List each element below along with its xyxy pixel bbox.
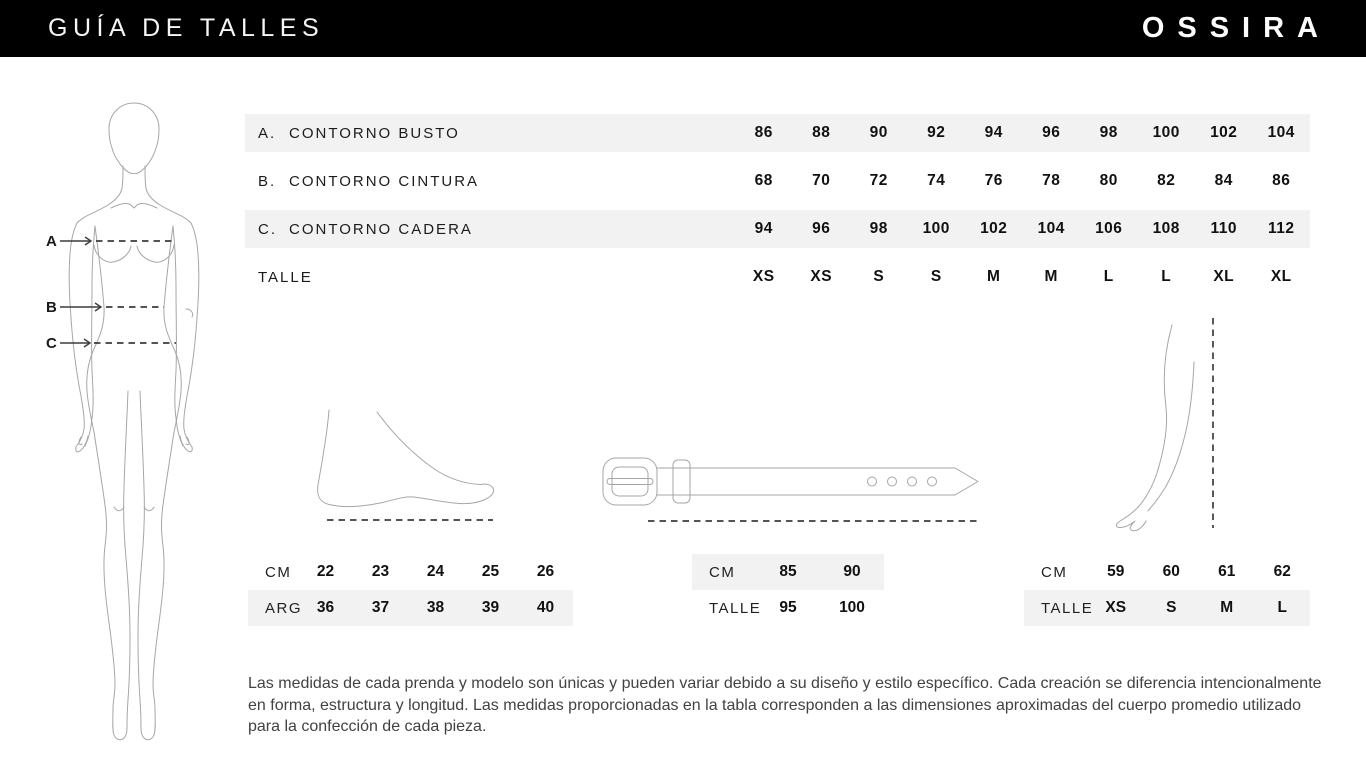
cell: 112 — [1267, 220, 1295, 237]
cell: 39 — [481, 599, 500, 616]
cell: S — [1166, 599, 1177, 616]
cell: 82 — [1157, 172, 1176, 189]
cell: XL — [1270, 268, 1292, 285]
table-row — [1024, 590, 1310, 626]
cell: 100 — [922, 220, 950, 237]
cell: 102 — [1210, 124, 1238, 141]
arm-diagram — [1090, 315, 1230, 535]
cell: 61 — [1218, 563, 1236, 580]
cell: 88 — [812, 124, 831, 141]
cell: 100 — [839, 599, 865, 616]
cell: 38 — [426, 599, 445, 616]
cell: 90 — [869, 124, 888, 141]
cell: 40 — [536, 599, 555, 616]
disclaimer-text: Las medidas de cada prenda y modelo son únicas y pueden variar debido a su diseño y estilo específico. Cada creación se diferencia intencionalmente en forma, estructura y longitud. Las medidas proporcionadas en la tabla corresponden a las dimensiones aproximadas del cuerpo promedio utilizado para la confección de cada pieza. — [248, 675, 1322, 735]
belt-diagram — [595, 450, 990, 530]
cell: 84 — [1214, 172, 1233, 189]
cell: XS — [752, 268, 775, 285]
cell: 106 — [1095, 220, 1123, 237]
cell: 86 — [1272, 172, 1291, 189]
cell: 59 — [1107, 563, 1125, 580]
cell: 74 — [927, 172, 946, 189]
table-row — [248, 554, 573, 590]
brand-logo[interactable]: OSSIRA — [1141, 12, 1331, 44]
cell: XL — [1213, 268, 1235, 285]
cell: 95 — [779, 599, 797, 616]
cell: 110 — [1210, 220, 1237, 237]
cell: 104 — [1037, 220, 1065, 237]
table-row — [248, 590, 573, 626]
table-row — [692, 554, 884, 590]
cell: L — [1103, 268, 1114, 285]
cell: 36 — [316, 599, 335, 616]
cell: 68 — [754, 172, 773, 189]
row-label: TALLE — [258, 268, 313, 286]
cell: 104 — [1267, 124, 1295, 141]
row-label: ARG — [265, 599, 303, 617]
table-row — [692, 590, 884, 626]
row-label: A. CONTORNO BUSTO — [258, 124, 460, 142]
page-title: GUÍA DE TALLES — [48, 14, 325, 42]
cell: 80 — [1099, 172, 1118, 189]
cell: 98 — [1099, 124, 1118, 141]
table-row-bust — [245, 114, 1310, 152]
cell: 92 — [927, 124, 946, 141]
cell: 90 — [843, 563, 861, 580]
cell: 108 — [1152, 220, 1180, 237]
cell: 70 — [812, 172, 831, 189]
cell: 72 — [869, 172, 888, 189]
cell: 96 — [812, 220, 831, 237]
cell: XS — [810, 268, 833, 285]
foot-diagram — [300, 397, 510, 527]
body-size-table — [245, 114, 1310, 306]
row-label: C. CONTORNO CADERA — [258, 220, 473, 238]
header-bar — [0, 0, 1366, 57]
marker-b-label: B — [46, 299, 57, 316]
cell: 94 — [984, 124, 1003, 141]
row-label: B. CONTORNO CINTURA — [258, 172, 480, 190]
body-measurement-diagram — [28, 88, 233, 748]
shoe-size-table — [248, 554, 573, 626]
cell: S — [873, 268, 885, 285]
cell: 26 — [536, 563, 555, 580]
cell: 86 — [754, 124, 773, 141]
cell: 100 — [1152, 124, 1180, 141]
row-label: CM — [1041, 563, 1068, 581]
table-row-size — [245, 258, 1310, 296]
cell: 94 — [754, 220, 773, 237]
figure-head — [109, 103, 159, 174]
cell: M — [987, 268, 1001, 285]
cell: 25 — [481, 563, 500, 580]
marker-c-label: C — [46, 335, 57, 352]
table-row-hip — [245, 210, 1310, 248]
cell: 22 — [316, 563, 335, 580]
cell: 102 — [980, 220, 1008, 237]
cell: 76 — [984, 172, 1003, 189]
row-label: CM — [709, 563, 736, 581]
cell: 24 — [426, 563, 445, 580]
cell: XS — [1105, 599, 1127, 616]
marker-a-label: A — [46, 233, 57, 250]
cell: 85 — [779, 563, 797, 580]
sleeve-size-table — [1024, 554, 1310, 626]
cell: 78 — [1042, 172, 1061, 189]
cell: 96 — [1042, 124, 1061, 141]
cell: 98 — [869, 220, 888, 237]
cell: M — [1044, 268, 1058, 285]
cell: 37 — [371, 599, 390, 616]
cell: S — [930, 268, 942, 285]
table-row — [1024, 554, 1310, 590]
row-label: CM — [265, 563, 292, 581]
cell: M — [1220, 599, 1234, 616]
belt-size-table — [692, 554, 884, 626]
row-label: TALLE — [1041, 599, 1094, 617]
cell: L — [1161, 268, 1172, 285]
cell: 23 — [371, 563, 390, 580]
cell: L — [1277, 599, 1287, 616]
cell: 60 — [1162, 563, 1180, 580]
cell: 62 — [1273, 563, 1291, 580]
row-label: TALLE — [709, 599, 762, 617]
table-row-waist — [245, 162, 1310, 200]
